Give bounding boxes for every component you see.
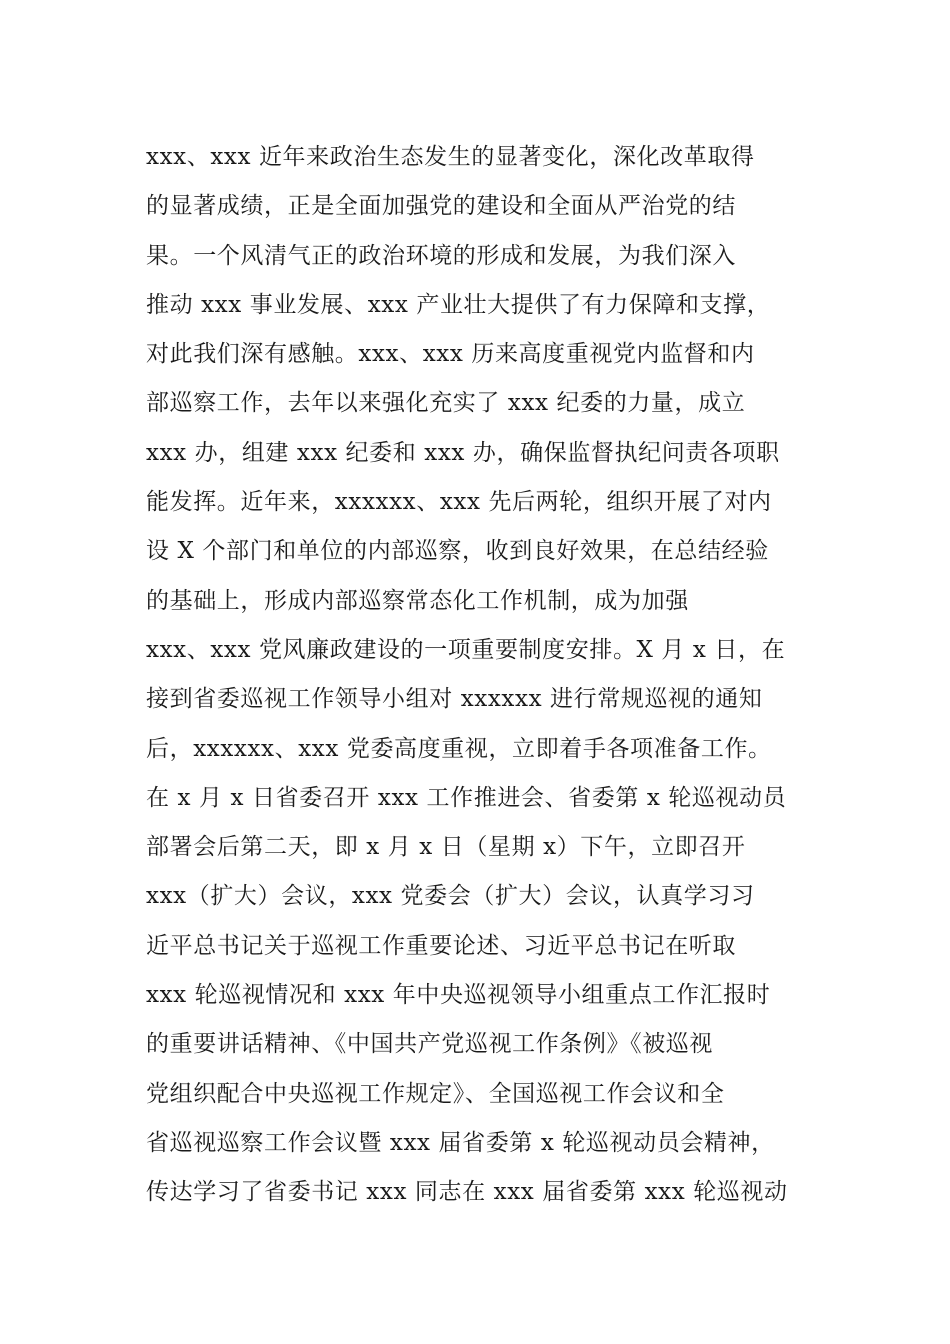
text-line: 后，xxxxxx、xxx 党委高度重视，立即着手各项准备工作。 xyxy=(146,735,772,762)
text-line: xxx（扩大）会议，xxx 党委会（扩大）会议，认真学习习 xyxy=(146,883,755,910)
text-line: 党组织配合中央巡视工作规定》、全国巡视工作会议和全 xyxy=(146,1080,725,1107)
text-line: 推动 xxx 事业发展、xxx 产业壮大提供了有力保障和支撑， xyxy=(146,291,771,318)
text-line: 能发挥。近年来，xxxxxx、xxx 先后两轮，组织开展了对内 xyxy=(146,489,772,516)
text-line: 在 x 月 x 日省委召开 xxx 工作推进会、省委第 x 轮巡视动员 xyxy=(146,784,787,811)
text-line: 果。一个风清气正的政治环境的形成和发展，为我们深入 xyxy=(146,242,736,269)
text-line: 部巡察工作，去年以来强化充实了 xxx 纪委的力量，成立 xyxy=(146,390,746,417)
text-line: 部署会后第二天，即 x 月 x 日（星期 x）下午，立即召开 xyxy=(146,834,746,861)
text-line: 传达学习了省委书记 xxx 同志在 xxx 届省委第 xxx 轮巡视动 xyxy=(146,1179,788,1206)
text-line: 的基础上，形成内部巡察常态化工作机制，成为加强 xyxy=(146,587,689,614)
text-line: 设 X 个部门和单位的内部巡察，收到良好效果，在总结经验 xyxy=(146,538,769,565)
text-line: 的显著成绩，正是全面加强党的建设和全面从严治党的结 xyxy=(146,193,736,220)
text-line: 对此我们深有感触。xxx、xxx 历来高度重视党内监督和内 xyxy=(146,341,755,368)
text-line: xxx 办，组建 xxx 纪委和 xxx 办，确保监督执纪问责各项职 xyxy=(146,439,780,466)
text-line: 近平总书记关于巡视工作重要论述、习近平总书记在听取 xyxy=(146,932,736,959)
text-line: xxx、xxx 近年来政治生态发生的显著变化，深化改革取得 xyxy=(146,144,755,170)
text-line: 的重要讲话精神、《中国共产党巡视工作条例》《被巡视 xyxy=(146,1031,713,1058)
body-text xyxy=(146,133,816,1218)
text-line: xxx 轮巡视情况和 xxx 年中央巡视领导小组重点工作汇报时 xyxy=(146,982,771,1009)
text-line: 接到省委巡视工作领导小组对 xxxxxx 进行常规巡视的通知 xyxy=(146,686,763,713)
text-line: 省巡视巡察工作会议暨 xxx 届省委第 x 轮巡视动员会精神， xyxy=(146,1129,775,1156)
text-line: xxx、xxx 党风廉政建设的一项重要制度安排。X 月 x 日，在 xyxy=(146,636,786,663)
